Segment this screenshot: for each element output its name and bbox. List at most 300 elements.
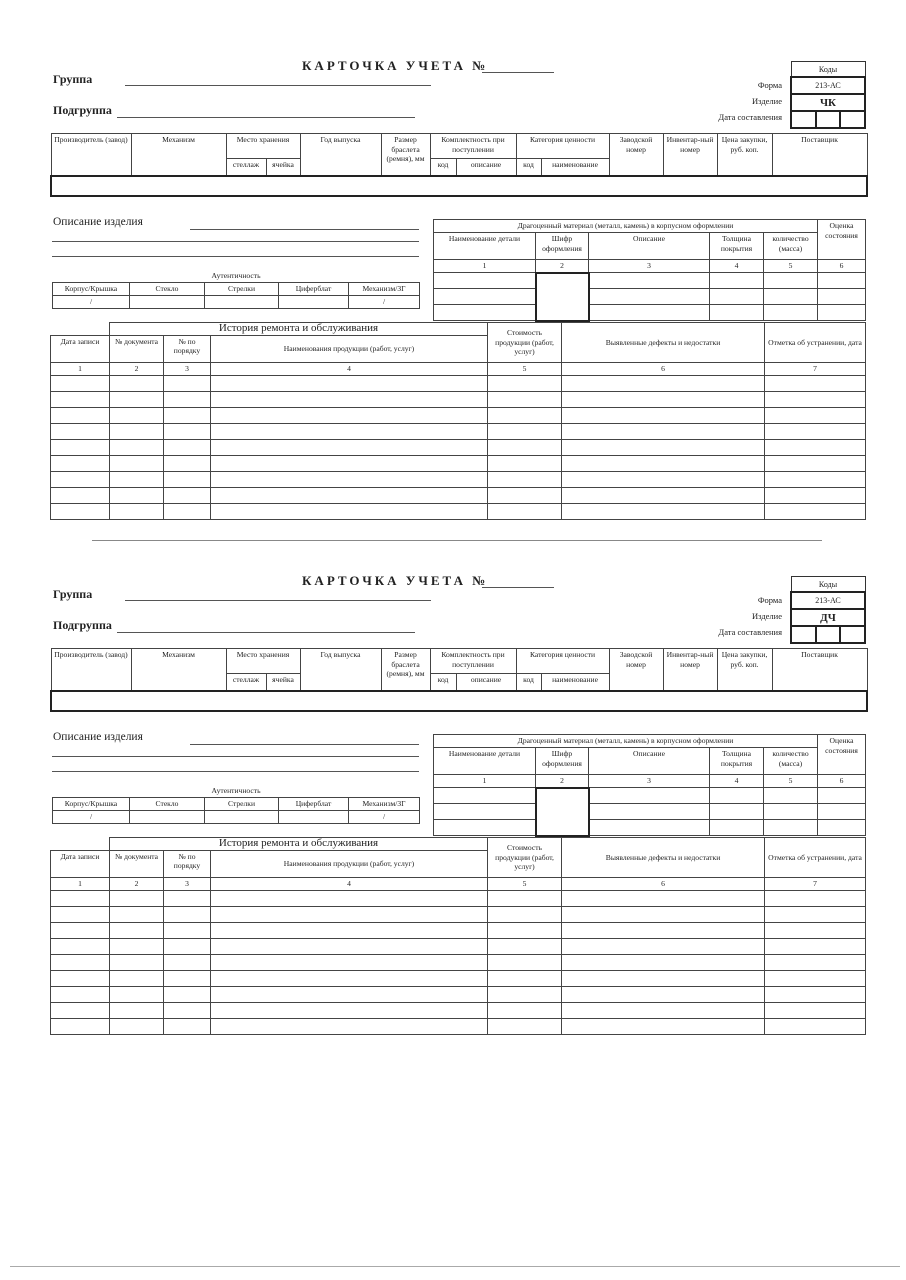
precious-cell[interactable] — [434, 289, 536, 305]
precious-cell[interactable] — [764, 305, 818, 321]
subgroup-field[interactable] — [117, 632, 415, 633]
date-month[interactable] — [816, 111, 841, 128]
history-cell[interactable] — [110, 1002, 164, 1018]
history-col: Стоимость продукции (работ, услуг) — [488, 838, 562, 878]
history-cell[interactable] — [164, 970, 211, 986]
history-cell[interactable] — [110, 471, 164, 487]
auth-cell[interactable] — [130, 295, 205, 308]
precious-num: 1 — [434, 775, 536, 788]
history-cell[interactable] — [164, 1018, 211, 1034]
precious-cell[interactable] — [589, 788, 710, 804]
history-cell[interactable] — [488, 906, 562, 922]
auth-col: Циферблат — [279, 283, 349, 296]
precious-cell[interactable] — [434, 788, 536, 804]
precious-cell[interactable] — [764, 820, 818, 836]
main-info-table — [50, 133, 868, 197]
history-row — [51, 471, 866, 487]
precious-num: 5 — [764, 260, 818, 273]
precious-cell[interactable] — [710, 804, 764, 820]
history-num: 2 — [110, 877, 164, 890]
history-cell[interactable] — [765, 439, 866, 455]
precious-num: 1 — [434, 260, 536, 273]
auth-col: Стекло — [130, 283, 205, 296]
history-cell[interactable] — [562, 471, 765, 487]
history-cell[interactable] — [488, 922, 562, 938]
precious-cell[interactable] — [434, 804, 536, 820]
history-row — [51, 423, 866, 439]
precious-cell[interactable] — [536, 305, 589, 321]
precious-cell[interactable] — [536, 820, 589, 836]
history-cell[interactable] — [110, 391, 164, 407]
precious-num: 3 — [589, 775, 710, 788]
precious-cell[interactable] — [536, 273, 589, 289]
history-row — [51, 439, 866, 455]
precious-cell[interactable] — [710, 273, 764, 289]
auth-cell[interactable]: / — [53, 295, 130, 308]
history-cell[interactable] — [164, 954, 211, 970]
history-cell[interactable] — [562, 439, 765, 455]
precious-cell[interactable] — [818, 305, 866, 321]
history-cell[interactable] — [51, 986, 110, 1002]
history-cell[interactable] — [488, 970, 562, 986]
history-cell[interactable] — [562, 487, 765, 503]
precious-num: 4 — [710, 775, 764, 788]
history-row — [51, 986, 866, 1002]
history-num: 6 — [562, 362, 765, 375]
history-cell[interactable] — [211, 986, 488, 1002]
date-month[interactable] — [816, 626, 841, 643]
description-label: Описание изделия — [53, 216, 143, 228]
auth-cell[interactable]: / — [349, 295, 420, 308]
col-price: Цена закупки, руб. коп. — [717, 649, 772, 692]
precious-cell[interactable] — [710, 820, 764, 836]
precious-cell[interactable] — [764, 788, 818, 804]
description-line[interactable] — [190, 744, 419, 745]
main-info-table — [50, 648, 868, 712]
col-year: Год выпуска — [300, 134, 381, 177]
authenticity-table — [52, 785, 420, 824]
precious-cell[interactable] — [589, 289, 710, 305]
history-cell[interactable] — [765, 890, 866, 906]
history-col: № по порядку — [164, 335, 211, 362]
col-rack: стеллаж — [226, 159, 266, 177]
history-cell[interactable] — [488, 986, 562, 1002]
history-cell[interactable] — [562, 954, 765, 970]
history-title: История ремонта и обслуживания — [110, 838, 488, 851]
history-cell[interactable] — [51, 1002, 110, 1018]
codes-header: Коды — [791, 62, 865, 78]
history-cell[interactable] — [211, 375, 488, 391]
precious-cell[interactable] — [818, 820, 866, 836]
history-cell[interactable] — [211, 471, 488, 487]
history-cell[interactable] — [164, 986, 211, 1002]
card-title: КАРТОЧКА УЧЕТА № — [302, 58, 489, 73]
date-year[interactable] — [840, 111, 865, 128]
history-cell[interactable] — [211, 938, 488, 954]
item-code: ЧК — [791, 94, 865, 111]
auth-cell[interactable] — [130, 810, 205, 823]
history-cell[interactable] — [765, 986, 866, 1002]
history-cell[interactable] — [164, 471, 211, 487]
history-cell[interactable] — [488, 1018, 562, 1034]
history-cell[interactable] — [488, 890, 562, 906]
history-col: Отметка об устранении, дата — [765, 838, 866, 878]
history-cell[interactable] — [110, 1018, 164, 1034]
history-cell[interactable] — [488, 455, 562, 471]
page-edge-line — [10, 1266, 900, 1267]
history-num: 4 — [211, 362, 488, 375]
record-card-1 — [0, 0, 906, 520]
col-manufacturer: Производитель (завод) — [51, 649, 131, 692]
history-cell[interactable] — [51, 455, 110, 471]
history-cell[interactable] — [488, 487, 562, 503]
history-cell[interactable] — [765, 423, 866, 439]
history-cell[interactable] — [488, 954, 562, 970]
history-cell[interactable] — [488, 391, 562, 407]
date-day[interactable] — [791, 111, 816, 128]
history-row — [51, 1018, 866, 1034]
history-cell[interactable] — [110, 938, 164, 954]
history-title: История ремонта и обслуживания — [110, 323, 488, 336]
item-code: ДЧ — [791, 609, 865, 626]
history-cell[interactable] — [488, 423, 562, 439]
auth-col: Стрелки — [205, 283, 279, 296]
auth-cell[interactable]: / — [349, 810, 420, 823]
history-cell[interactable] — [562, 938, 765, 954]
precious-material-table — [433, 219, 866, 322]
history-cell[interactable] — [562, 986, 765, 1002]
history-col: № по порядку — [164, 850, 211, 877]
history-cell[interactable] — [164, 455, 211, 471]
main-data-row[interactable] — [51, 691, 867, 711]
description-line[interactable] — [52, 256, 419, 257]
history-cell[interactable] — [110, 423, 164, 439]
precious-rating: Оценка состояния — [818, 220, 866, 260]
precious-cell[interactable] — [818, 788, 866, 804]
col-bracelet: Размер браслета (ремня), мм — [381, 649, 430, 692]
card-number-field[interactable] — [482, 587, 554, 588]
history-table — [50, 837, 866, 1035]
precious-col: Описание — [589, 233, 710, 260]
auth-cell[interactable] — [279, 295, 349, 308]
auth-cell[interactable] — [279, 810, 349, 823]
history-cell[interactable] — [110, 407, 164, 423]
history-cell[interactable] — [562, 1002, 765, 1018]
precious-cell[interactable] — [536, 289, 589, 305]
col-completeness: Комплектность при поступлении — [430, 649, 516, 674]
history-cell[interactable] — [164, 1002, 211, 1018]
history-num: 7 — [765, 362, 866, 375]
group-field[interactable] — [125, 600, 431, 601]
history-cell[interactable] — [765, 407, 866, 423]
precious-cell[interactable] — [434, 273, 536, 289]
codes-header: Коды — [791, 577, 865, 593]
precious-col: Шифр оформления — [536, 748, 589, 775]
col-price: Цена закупки, руб. коп. — [717, 134, 772, 177]
auth-col: Циферблат — [279, 798, 349, 811]
precious-num: 2 — [536, 260, 589, 273]
history-cell[interactable] — [211, 922, 488, 938]
history-col: Отметка об устранении, дата — [765, 323, 866, 363]
history-cell[interactable] — [110, 922, 164, 938]
form-label: Форма — [757, 595, 782, 605]
history-cell[interactable] — [164, 938, 211, 954]
history-cell[interactable] — [211, 455, 488, 471]
history-cell[interactable] — [765, 375, 866, 391]
col-bracelet: Размер браслета (ремня), мм — [381, 134, 430, 177]
history-num: 6 — [562, 877, 765, 890]
col-description: описание — [456, 674, 516, 692]
history-cell[interactable] — [51, 375, 110, 391]
group-label: Группа — [53, 72, 93, 86]
history-cell[interactable] — [164, 423, 211, 439]
history-cell[interactable] — [211, 423, 488, 439]
card-number-field[interactable] — [482, 72, 554, 73]
history-num: 1 — [51, 877, 110, 890]
history-cell[interactable] — [562, 1018, 765, 1034]
history-cell[interactable] — [51, 471, 110, 487]
history-row — [51, 487, 866, 503]
history-cell[interactable] — [765, 922, 866, 938]
history-cell[interactable] — [765, 1018, 866, 1034]
history-num: 2 — [110, 362, 164, 375]
history-cell[interactable] — [164, 375, 211, 391]
precious-title: Драгоценный материал (металл, камень) в корпусном оформлении — [434, 220, 818, 233]
history-cell[interactable] — [51, 439, 110, 455]
history-row — [51, 954, 866, 970]
description-line[interactable] — [52, 771, 419, 772]
history-cell[interactable] — [488, 407, 562, 423]
precious-cell[interactable] — [589, 305, 710, 321]
card-title: КАРТОЧКА УЧЕТА № — [302, 573, 489, 588]
history-cell[interactable] — [211, 1002, 488, 1018]
col-storage: Место хранения — [226, 134, 300, 159]
history-cell[interactable] — [765, 970, 866, 986]
record-card-2 — [0, 515, 906, 1035]
history-cell[interactable] — [211, 391, 488, 407]
history-cell[interactable] — [562, 391, 765, 407]
codes-box — [790, 576, 866, 644]
description-line[interactable] — [52, 241, 419, 242]
date-day[interactable] — [791, 626, 816, 643]
history-cell[interactable] — [110, 455, 164, 471]
history-cell[interactable] — [488, 1002, 562, 1018]
col-code: код — [430, 159, 456, 177]
col-description: описание — [456, 159, 516, 177]
precious-cell[interactable] — [536, 804, 589, 820]
history-cell[interactable] — [765, 487, 866, 503]
auth-col: Механизм/ЗГ — [349, 283, 420, 296]
history-row — [51, 407, 866, 423]
precious-col: Описание — [589, 748, 710, 775]
col-code2: код — [516, 674, 541, 692]
history-cell[interactable] — [211, 439, 488, 455]
history-cell[interactable] — [765, 391, 866, 407]
history-cell[interactable] — [164, 487, 211, 503]
history-cell[interactable] — [562, 970, 765, 986]
precious-cell[interactable] — [764, 273, 818, 289]
col-rack: стеллаж — [226, 674, 266, 692]
auth-cell[interactable]: / — [53, 810, 130, 823]
precious-cell[interactable] — [710, 289, 764, 305]
precious-cell[interactable] — [764, 289, 818, 305]
history-cell[interactable] — [110, 439, 164, 455]
col-cell: ячейка — [266, 674, 300, 692]
history-cell[interactable] — [211, 1018, 488, 1034]
history-cell[interactable] — [110, 890, 164, 906]
history-cell[interactable] — [765, 455, 866, 471]
history-row — [51, 1002, 866, 1018]
history-cell[interactable] — [562, 906, 765, 922]
col-year: Год выпуска — [300, 649, 381, 692]
history-col: Выявленные дефекты и недостатки — [562, 323, 765, 363]
history-row — [51, 938, 866, 954]
history-row — [51, 375, 866, 391]
history-row — [51, 890, 866, 906]
history-cell[interactable] — [164, 890, 211, 906]
col-name: наименование — [541, 159, 609, 177]
date-year[interactable] — [840, 626, 865, 643]
history-cell[interactable] — [51, 970, 110, 986]
history-cell[interactable] — [110, 375, 164, 391]
auth-cell[interactable] — [205, 295, 279, 308]
precious-cell[interactable] — [818, 273, 866, 289]
col-mechanism: Механизм — [131, 649, 226, 692]
history-cell[interactable] — [164, 391, 211, 407]
history-cell[interactable] — [164, 439, 211, 455]
history-row — [51, 970, 866, 986]
history-cell[interactable] — [765, 938, 866, 954]
precious-num: 4 — [710, 260, 764, 273]
precious-col: Шифр оформления — [536, 233, 589, 260]
precious-cell[interactable] — [434, 305, 536, 321]
history-cell[interactable] — [51, 954, 110, 970]
col-storage: Место хранения — [226, 649, 300, 674]
history-cell[interactable] — [765, 954, 866, 970]
col-supplier: Поставщик — [772, 649, 867, 692]
history-cell[interactable] — [488, 938, 562, 954]
history-num: 4 — [211, 877, 488, 890]
group-field[interactable] — [125, 85, 431, 86]
subgroup-label: Подгруппа — [53, 618, 112, 632]
authenticity-table — [52, 270, 420, 309]
col-supplier: Поставщик — [772, 134, 867, 177]
history-cell[interactable] — [110, 487, 164, 503]
col-value-category: Категория ценности — [516, 134, 609, 159]
history-cell[interactable] — [51, 890, 110, 906]
codes-box — [790, 61, 866, 129]
auth-col: Корпус/Крышка — [53, 283, 130, 296]
form-code: 213-АС — [791, 77, 865, 94]
history-cell[interactable] — [211, 407, 488, 423]
history-cell[interactable] — [488, 471, 562, 487]
precious-material-table — [433, 734, 866, 837]
col-value-category: Категория ценности — [516, 649, 609, 674]
history-cell[interactable] — [765, 906, 866, 922]
history-cell[interactable] — [110, 954, 164, 970]
history-cell[interactable] — [765, 471, 866, 487]
precious-cell[interactable] — [589, 273, 710, 289]
date-label: Дата составления — [718, 627, 782, 637]
history-row — [51, 922, 866, 938]
history-spacer — [51, 323, 110, 336]
history-cell[interactable] — [562, 423, 765, 439]
col-code: код — [430, 674, 456, 692]
group-label: Группа — [53, 587, 93, 601]
auth-cell[interactable] — [205, 810, 279, 823]
precious-cell[interactable] — [764, 804, 818, 820]
history-num: 3 — [164, 362, 211, 375]
precious-cell[interactable] — [710, 305, 764, 321]
history-cell[interactable] — [164, 407, 211, 423]
history-num: 1 — [51, 362, 110, 375]
col-name: наименование — [541, 674, 609, 692]
history-cell[interactable] — [562, 375, 765, 391]
history-cell[interactable] — [51, 407, 110, 423]
history-cell[interactable] — [562, 922, 765, 938]
precious-cell[interactable] — [818, 289, 866, 305]
history-spacer — [51, 838, 110, 851]
history-cell[interactable] — [110, 986, 164, 1002]
history-cell[interactable] — [562, 890, 765, 906]
precious-col: Наименование детали — [434, 748, 536, 775]
history-cell[interactable] — [562, 407, 765, 423]
history-cell[interactable] — [51, 391, 110, 407]
history-cell[interactable] — [562, 455, 765, 471]
main-data-row[interactable] — [51, 176, 867, 196]
history-cell[interactable] — [211, 970, 488, 986]
col-cell: ячейка — [266, 159, 300, 177]
history-col: № документа — [110, 335, 164, 362]
history-col: Наименования продукции (работ, услуг) — [211, 335, 488, 362]
history-cell[interactable] — [51, 1018, 110, 1034]
history-cell[interactable] — [51, 938, 110, 954]
description-line[interactable] — [190, 229, 419, 230]
history-cell[interactable] — [51, 423, 110, 439]
precious-cell[interactable] — [818, 804, 866, 820]
history-cell[interactable] — [51, 922, 110, 938]
history-cell[interactable] — [164, 922, 211, 938]
history-cell[interactable] — [51, 487, 110, 503]
history-row — [51, 391, 866, 407]
subgroup-label: Подгруппа — [53, 103, 112, 117]
history-cell[interactable] — [110, 970, 164, 986]
history-cell[interactable] — [765, 1002, 866, 1018]
precious-cell[interactable] — [710, 788, 764, 804]
history-cell[interactable] — [211, 487, 488, 503]
precious-num: 6 — [818, 775, 866, 788]
history-cell[interactable] — [211, 906, 488, 922]
history-cell[interactable] — [110, 906, 164, 922]
date-label: Дата составления — [718, 112, 782, 122]
history-num: 3 — [164, 877, 211, 890]
precious-cell[interactable] — [589, 804, 710, 820]
precious-cell[interactable] — [589, 820, 710, 836]
history-cell[interactable] — [488, 439, 562, 455]
precious-num: 5 — [764, 775, 818, 788]
history-cell[interactable] — [211, 954, 488, 970]
history-cell[interactable] — [51, 906, 110, 922]
history-cell[interactable] — [488, 375, 562, 391]
description-line[interactable] — [52, 756, 419, 757]
precious-cell[interactable] — [536, 788, 589, 804]
precious-num: 2 — [536, 775, 589, 788]
history-cell[interactable] — [164, 906, 211, 922]
history-cell[interactable] — [211, 890, 488, 906]
subgroup-field[interactable] — [117, 117, 415, 118]
precious-cell[interactable] — [434, 820, 536, 836]
precious-col: количество (масса) — [764, 233, 818, 260]
